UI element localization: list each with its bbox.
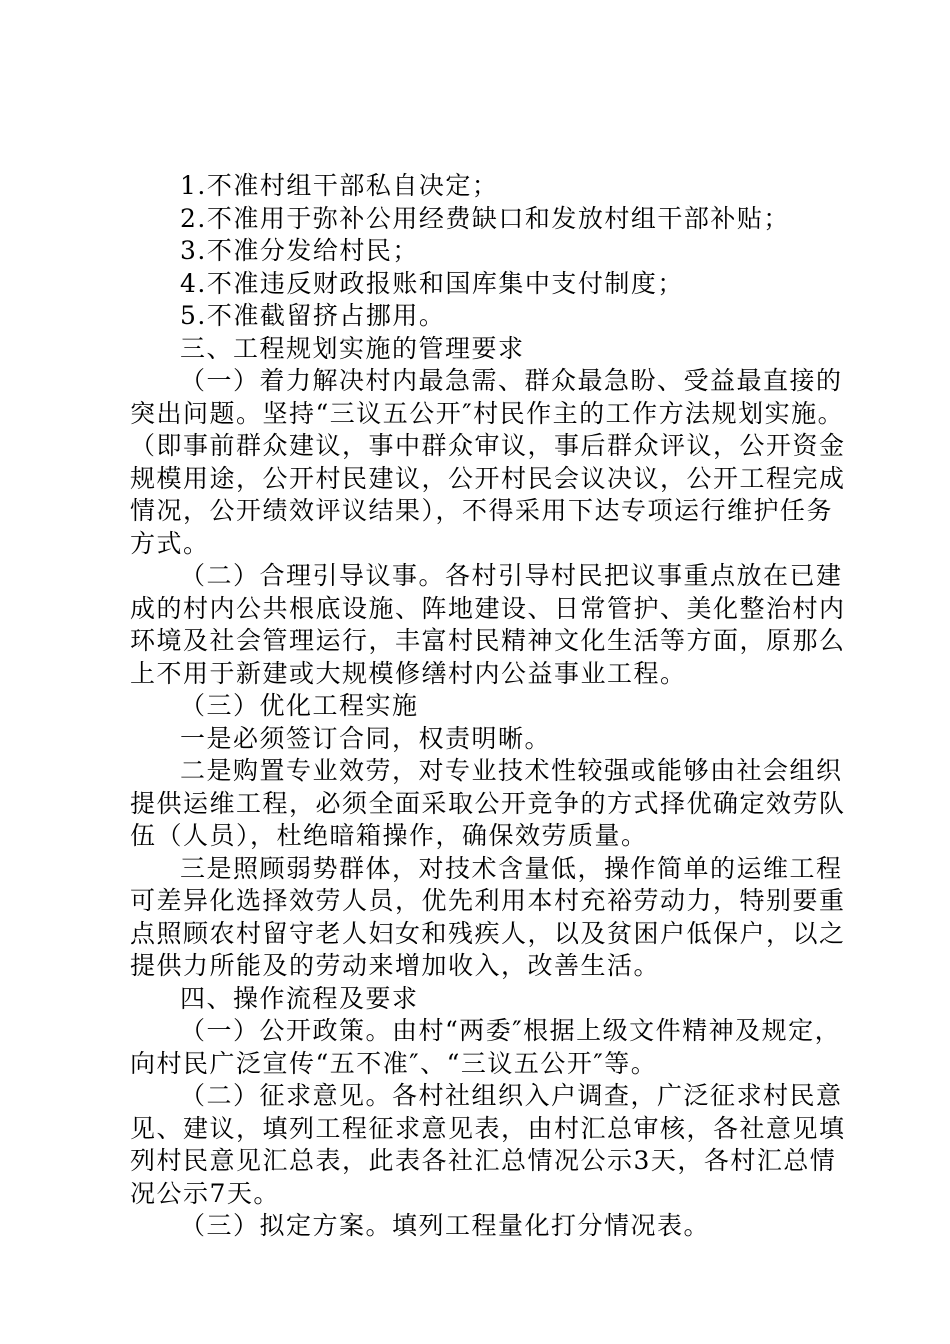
subheading: （三）优化工程实施 <box>180 691 419 720</box>
paragraph-line: （一）公开政策。由村“两委″根据上级文件精神及规定， <box>180 1016 842 1045</box>
paragraph-line: 可差异化选择效劳人员，优先利用本村充裕劳动力，特别要重 <box>130 886 846 915</box>
section-heading-4: 四、操作流程及要求 <box>180 983 419 1013</box>
paragraph-line: 一是必须签订合同，权责明晰。 <box>180 723 552 753</box>
paragraph-line: 成的村内公共根底设施、阵地建设、日常管护、美化整治村内 <box>130 593 846 623</box>
list-item-2: 2.不准用于弥补公用经费缺口和发放村组干部补贴； <box>180 203 790 233</box>
document-body <box>130 170 846 1243</box>
paragraph-line: （即事前群众建议，事中群众审议，事后群众评议，公开资金 <box>130 431 846 460</box>
paragraph-line: 上不用于新建或大规模修缮村内公益事业工程。 <box>130 658 687 688</box>
paragraph-line: （二）征求意见。各村社组织入户调查，广泛征求村民意 <box>180 1081 843 1110</box>
paragraph-line: 列村民意见汇总表，此表各社汇总情况公示3天，各村汇总情 <box>130 1146 837 1175</box>
list-item-1: 1.不准村组干部私自决定； <box>180 171 499 200</box>
paragraph-line: 点照顾农村留守老人妇女和残疾人，以及贫困户低保户，以之 <box>130 918 846 948</box>
list-item-5: 5.不准截留挤占挪用。 <box>180 301 446 330</box>
paragraph-line: 规模用途，公开村民建议，公开村民会议决议，公开工程完成 <box>130 463 846 493</box>
list-item-3: 3.不准分发给村民； <box>180 236 419 265</box>
section-heading-3: 三、工程规划实施的管理要求 <box>180 333 525 363</box>
paragraph-line: 提供运维工程，必须全面采取公开竞争的方式择优确定效劳队 <box>130 788 846 818</box>
paragraph-line: 方式。 <box>130 528 210 558</box>
paragraph-line: （二）合理引导议事。各村引导村民把议事重点放在已建 <box>180 561 843 590</box>
paragraph-line: 向村民广泛宣传“五不准″、“三议五公开″等。 <box>130 1048 658 1078</box>
paragraph-line: 提供力所能及的劳动来增加收入，改善生活。 <box>130 951 661 980</box>
paragraph-line: 三是照顾弱势群体，对技术含量低，操作简单的运维工程 <box>180 853 843 883</box>
paragraph-line: （一）着力解决村内最急需、群众最急盼、受益最直接的 <box>180 366 843 395</box>
paragraph-line: 突出问题。坚持“三议五公开″村民作主的工作方法规划实施。 <box>130 398 845 428</box>
paragraph-line: 情况，公开绩效评议结果），不得采用下达专项运行维护任务 <box>130 496 834 525</box>
paragraph-line: 环境及社会管理运行，丰富村民精神文化生活等方面，原那么 <box>130 626 846 655</box>
paragraph-line: 见、建议，填列工程征求意见表，由村汇总审核，各社意见填 <box>130 1113 846 1143</box>
paragraph-line: 伍（人员），杜绝暗箱操作，确保效劳质量。 <box>130 821 648 850</box>
paragraph-line: 况公示7天。 <box>130 1178 280 1208</box>
paragraph-line: （三）拟定方案。填列工程量化打分情况表。 <box>180 1211 711 1240</box>
list-item-4: 4.不准违反财政报账和国库集中支付制度； <box>180 268 684 298</box>
paragraph-line: 二是购置专业效劳，对专业技术性较强或能够由社会组织 <box>180 756 843 785</box>
